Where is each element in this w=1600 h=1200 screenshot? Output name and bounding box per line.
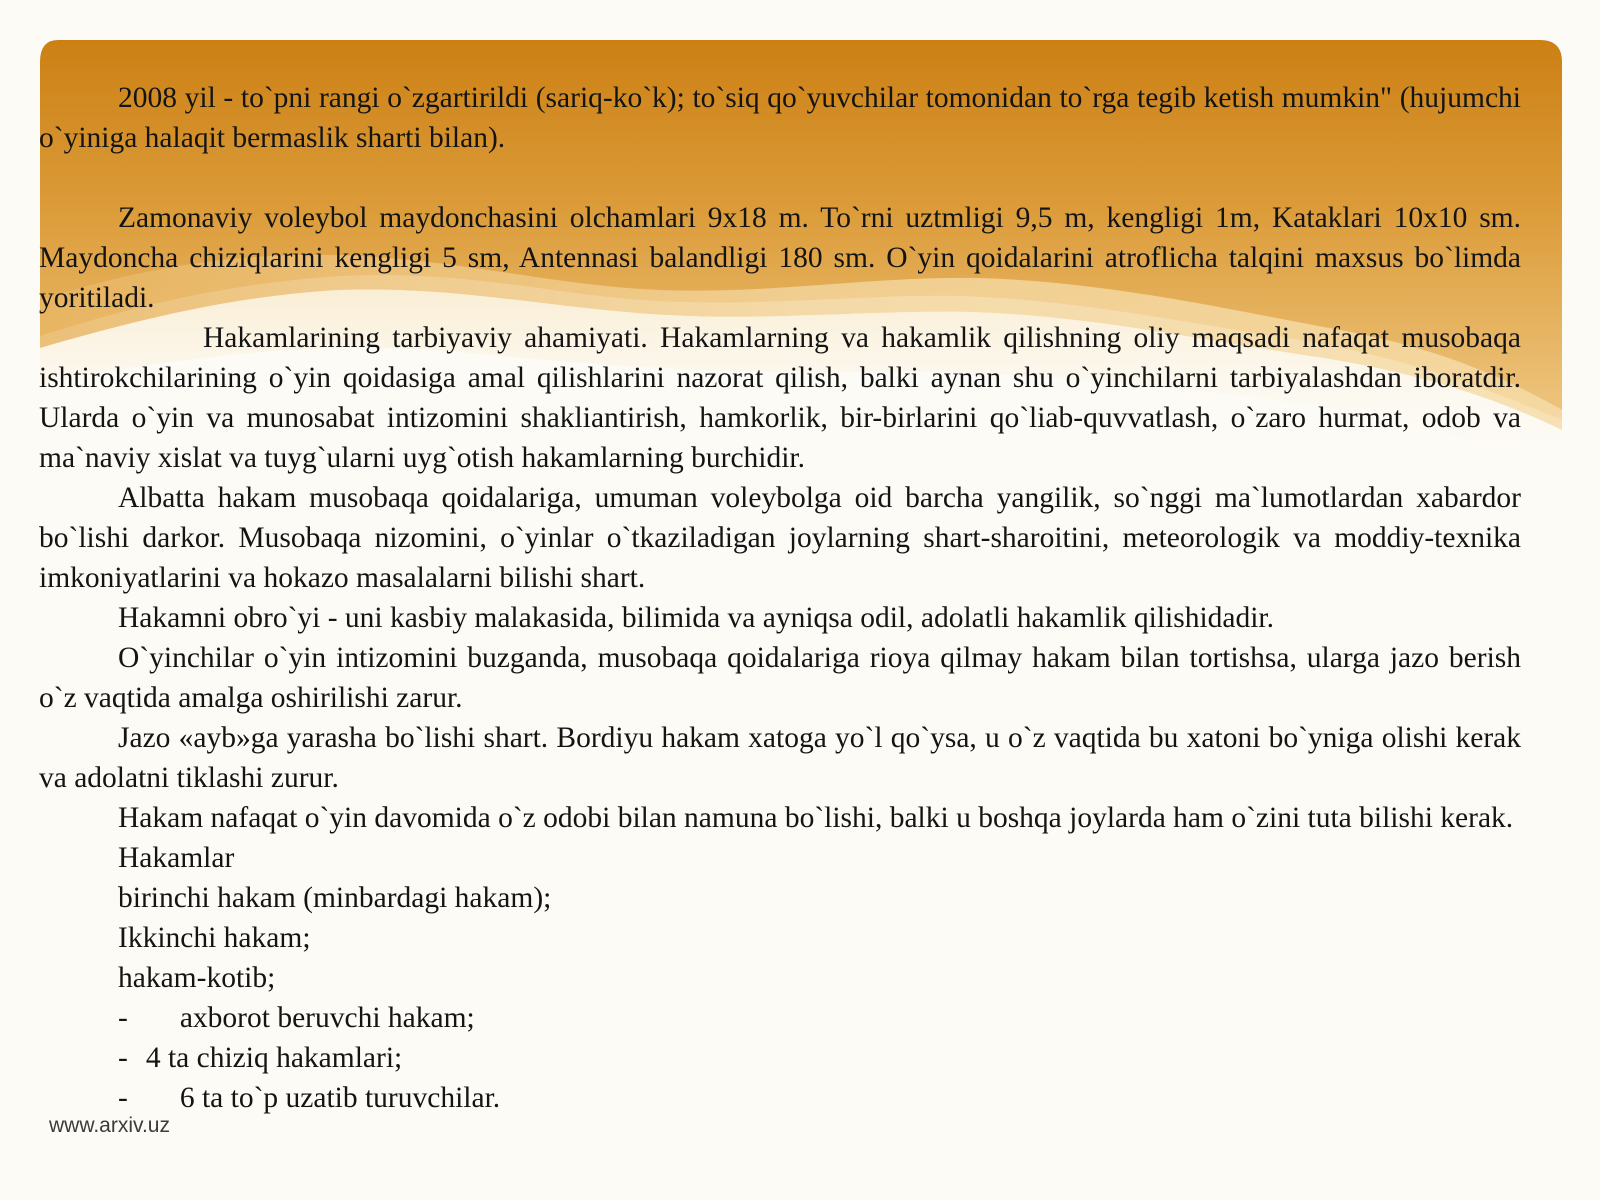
bullet-dash: -	[118, 1042, 128, 1074]
paragraph-player-discipline: O`yinchilar o`yin intizomini buzganda, musobaqa qoidalariga rioya qilmay hakam bilan tortishsa, ularga jazo berish o`z vaqtida amalga oshirilishi zarur.	[39, 642, 1521, 714]
bullet-dash: -	[118, 1082, 128, 1114]
paragraph-penalty-fairness: Jazo «ayb»ga yarasha bo`lishi shart. Bordiyu hakam xatoga yo`l qo`ysa, u o`z vaqtida bu xatoni bo`yniga olishi kerak va adolatni tiklashi zurur.	[39, 722, 1521, 794]
watermark: www.arxiv.uz	[49, 1114, 170, 1137]
referee-bullet-item	[39, 998, 1521, 1038]
referee-bullet-item	[39, 1038, 1521, 1078]
slide-text	[39, 78, 1521, 1118]
referee-list-item: hakam-kotib;	[118, 962, 276, 994]
referee-bullet-item	[39, 1078, 1521, 1118]
paragraph-referee-reputation: Hakamni obro`yi - uni kasbiy malakasida, bilimida va ayniqsa odil, adolatli hakamlik qilishidadir.	[118, 602, 1275, 634]
paragraph-referee-knowledge: Albatta hakam musobaqa qoidalariga, umuman voleybolga oid barcha yangilik, so`nggi ma`lumotlardan xabardor bo`lishi darkor. Musobaqa nizomini, o`yinlar o`tkaziladigan joylarning shart-sharoitini, meteorologik va moddiy-texnika imkoniyatlarini va hokazo masalalarni bilishi shart.	[39, 482, 1521, 594]
bullet-text: 6 ta to`p uzatib turuvchilar.	[179, 1082, 501, 1114]
referee-list-item: Ikkinchi hakam;	[118, 922, 311, 954]
blank-line	[39, 158, 1521, 198]
bullet-text: 4 ta chiziq hakamlari;	[145, 1042, 403, 1074]
bullet-dash: -	[118, 1002, 128, 1034]
referee-list-item: birinchi hakam (minbardagi hakam);	[118, 882, 552, 914]
paragraph-referee-educational-role: Hakamlarining tarbiyaviy ahamiyati. Hakamlarning va hakamlik qilishning oliy maqsadi nafaqat musobaqa ishtirokchilarining o`yin qoidasiga amal qilishlarini nazorat qilish, balki aynan shu o`yinchilarni tarbiyalashdan iboratdir. Ularda o`yin va munosabat intizomini shakliantirish, hamkorlik, bir-birlarini qo`liab-quvvatlash, o`zaro hurmat, odob va ma`naviy xislat va tuyg`ularni uyg`otish hakamlarning burchidir.	[39, 322, 1521, 474]
bullet-text: axborot beruvchi hakam;	[179, 1002, 475, 1034]
paragraph-referee-conduct: Hakam nafaqat o`yin davomida o`z odobi bilan namuna bo`lishi, balki u boshqa joylarda ham o`zini tuta bilishi kerak.	[118, 802, 1514, 834]
referees-heading: Hakamlar	[118, 842, 235, 874]
paragraph-2008-rule-change: 2008 yil - to`pni rangi o`zgartirildi (sariq-ko`k); to`siq qo`yuvchilar tomonidan to`rga tegib ketish mumkin" (hujumchi o`yiniga halaqit bermaslik sharti bilan).	[39, 82, 1521, 154]
paragraph-court-dimensions: Zamonaviy voleybol maydonchasini olchamlari 9x18 m. To`rni uztmligi 9,5 m, kengligi 1m, Kataklari 10x10 sm. Maydoncha chiziqlarini kengligi 5 sm, Antennasi balandligi 180 sm. O`yin qoidalarini atroflicha talqini maxsus bo`limda yoritiladi.	[39, 202, 1521, 314]
